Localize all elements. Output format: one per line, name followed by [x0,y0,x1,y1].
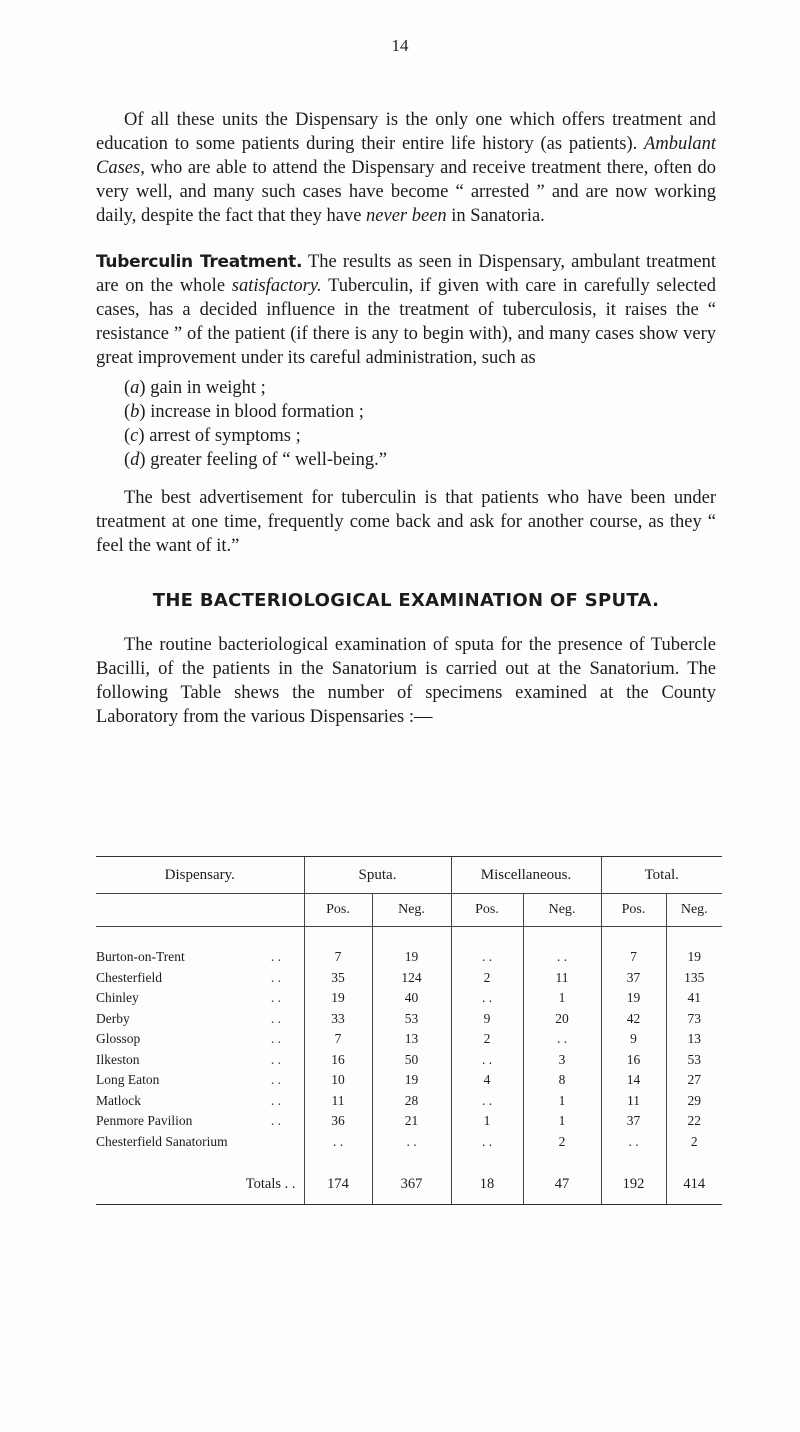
header-neg: Neg. [666,894,722,927]
total-sp-pos: 174 [304,1172,372,1196]
cell-sp-pos: 11 [304,1091,372,1112]
cell-to-pos: . . [601,1132,666,1153]
table-row: Chinley . . 19 40 . . 1 19 41 [96,988,722,1009]
cell-to-neg: 2 [666,1132,722,1153]
cell-mi-neg: 20 [523,1009,601,1030]
dispensary-name: Ilkeston [96,1051,140,1067]
paragraph-dispensary: Of all these units the Dispensary is the only one which offers treatment and education to some patients during their entire life history (as patients). Ambulant Cases, who are able to attend the Dispensary and receive treatment there, often do very well, and many such cases have become “ arrested ” and are now working daily, despite the fact that they have never been in Sanatoria. [96,110,716,226]
total-mi-pos: 18 [451,1172,523,1196]
table-row: Glossop . . 7 13 2 . . 9 13 [96,1029,722,1050]
dispensary-name: Penmore Pavilion [96,1113,193,1129]
cell-sp-neg: . . [372,1132,451,1153]
header-sputa: Sputa. [304,857,451,894]
header-total: Total. [601,857,722,894]
table-row: Ilkeston . . 16 50 . . 3 16 53 [96,1050,722,1071]
table-row: Matlock . . 11 28 . . 1 11 29 [96,1091,722,1112]
header-dispensary: Dispensary. [96,857,304,894]
cell-to-neg: 135 [666,968,722,989]
cell-sp-pos: 16 [304,1050,372,1071]
totals-row [96,1172,722,1196]
table-body [96,927,722,1205]
cell-sp-neg: 40 [372,988,451,1009]
paragraph-routine: The routine bacteriological examination of sputa for the presence of Tubercle Bacilli, of the patients in the Sanatorium is carried out at the Sanatorium. The following Table shews the number of specimens examined at the County Laboratory from the various Dispensaries :— [96,635,716,727]
cell-sp-neg: 19 [372,947,451,968]
cell-to-neg: 53 [666,1050,722,1071]
list-item: (b) increase in blood formation ; [124,402,364,422]
cell-to-pos: 9 [601,1029,666,1050]
cell-to-neg: 22 [666,1111,722,1132]
total-mi-neg: 47 [523,1172,601,1196]
header-neg: Neg. [372,894,451,927]
cell-mi-pos: . . [451,988,523,1009]
total-to-pos: 192 [601,1172,666,1196]
table-row: Chesterfield . . 35 124 2 11 37 135 [96,968,722,989]
cell-to-pos: 7 [601,947,666,968]
table-header-sub-row [96,894,722,927]
total-sp-neg: 367 [372,1172,451,1196]
cell-mi-neg: . . [523,947,601,968]
dispensary-name: Matlock [96,1092,141,1108]
cell-sp-pos: 10 [304,1070,372,1091]
cell-sp-neg: 13 [372,1029,451,1050]
table-row: Derby . . 33 53 9 20 42 73 [96,1009,722,1030]
cell-sp-neg: 28 [372,1091,451,1112]
table-row: Long Eaton . . 10 19 4 8 14 27 [96,1070,722,1091]
cell-to-neg: 19 [666,947,722,968]
header-pos: Pos. [451,894,523,927]
cell-sp-neg: 19 [372,1070,451,1091]
page-body [96,108,716,729]
cell-sp-pos: 7 [304,947,372,968]
paragraph-advertisement: The best advertisement for tuberculin is that patients who have been under treatment at one time, frequently come back and ask for another course, as they “ feel the want of it.” [96,488,716,556]
table-header-group-row [96,857,722,894]
cell-to-neg: 73 [666,1009,722,1030]
cell-to-pos: 42 [601,1009,666,1030]
cell-sp-neg: 50 [372,1050,451,1071]
table-row [96,1132,722,1153]
cell-to-pos: 19 [601,988,666,1009]
cell-mi-pos: . . [451,1132,523,1153]
paragraph-tuberculin: Tuberculin Treatment. The results as seen in Dispensary, ambulant treatment are on the whole satisfactory. Tuberculin, if given with care in carefully selected cases, has a decided influence in the treatment of tuberculosis, it raises the “ resistance ” of the patient (if there is any to begin with), and many cases show very great improvement under its careful administration, such as [96,252,716,368]
cell-to-pos: 37 [601,1111,666,1132]
cell-sp-pos: 36 [304,1111,372,1132]
page-number: 14 [391,36,409,55]
cell-mi-pos: 2 [451,968,523,989]
totals-label: Totals . . [245,1175,296,1192]
dispensary-name: Burton-on-Trent [96,949,185,965]
cell-sp-neg: 124 [372,968,451,989]
header-pos: Pos. [304,894,372,927]
dispensary-name: Chesterfield [96,969,162,985]
section-heading: THE BACTERIOLOGICAL EXAMINATION OF SPUTA. [152,590,660,611]
cell-sp-pos: . . [304,1132,372,1153]
cell-mi-neg: 2 [523,1132,601,1153]
cell-mi-neg: 8 [523,1070,601,1091]
total-to-neg: 414 [666,1172,722,1196]
cell-sp-pos: 33 [304,1009,372,1030]
cell-mi-pos: . . [451,1050,523,1071]
cell-mi-neg: . . [523,1029,601,1050]
cell-sp-neg: 53 [372,1009,451,1030]
cell-mi-pos: . . [451,1091,523,1112]
cell-to-neg: 27 [666,1070,722,1091]
cell-to-pos: 37 [601,968,666,989]
cell-mi-neg: 3 [523,1050,601,1071]
list-item: (a) gain in weight ; [124,378,266,398]
header-miscellaneous: Miscellaneous. [451,857,601,894]
cell-mi-pos: . . [451,947,523,968]
cell-to-neg: 29 [666,1091,722,1112]
list-item: (c) arrest of symptoms ; [124,426,301,446]
cell-mi-neg: 11 [523,968,601,989]
cell-mi-pos: 2 [451,1029,523,1050]
cell-to-pos: 11 [601,1091,666,1112]
tuberculin-heading: Tuberculin Treatment. [96,252,303,272]
dispensary-name: Long Eaton [96,1072,160,1088]
cell-sp-pos: 35 [304,968,372,989]
cell-mi-neg: 1 [523,1091,601,1112]
dispensary-name: Derby [96,1010,130,1026]
cell-to-pos: 16 [601,1050,666,1071]
cell-mi-neg: 1 [523,1111,601,1132]
cell-mi-pos: 9 [451,1009,523,1030]
cell-sp-pos: 7 [304,1029,372,1050]
table-row: Burton-on-Trent . . 7 19 . . . . 7 19 [96,947,722,968]
header-neg: Neg. [523,894,601,927]
dispensary-name: Chinley [96,990,139,1006]
cell-mi-pos: 1 [451,1111,523,1132]
table-row: Penmore Pavilion . . 36 21 1 1 37 22 [96,1111,722,1132]
cell-sp-neg: 21 [372,1111,451,1132]
cell-to-pos: 14 [601,1070,666,1091]
benefits-list [124,376,716,472]
cell-to-neg: 41 [666,988,722,1009]
dispensary-name: Glossop [96,1031,141,1047]
cell-mi-neg: 1 [523,988,601,1009]
dispensary-name: Chesterfield Sanatorium [96,1133,228,1149]
list-item: (d) greater feeling of “ well-being.” [124,450,387,470]
cell-to-neg: 13 [666,1029,722,1050]
header-pos: Pos. [601,894,666,927]
sputa-table [96,856,722,1205]
cell-sp-pos: 19 [304,988,372,1009]
cell-mi-pos: 4 [451,1070,523,1091]
